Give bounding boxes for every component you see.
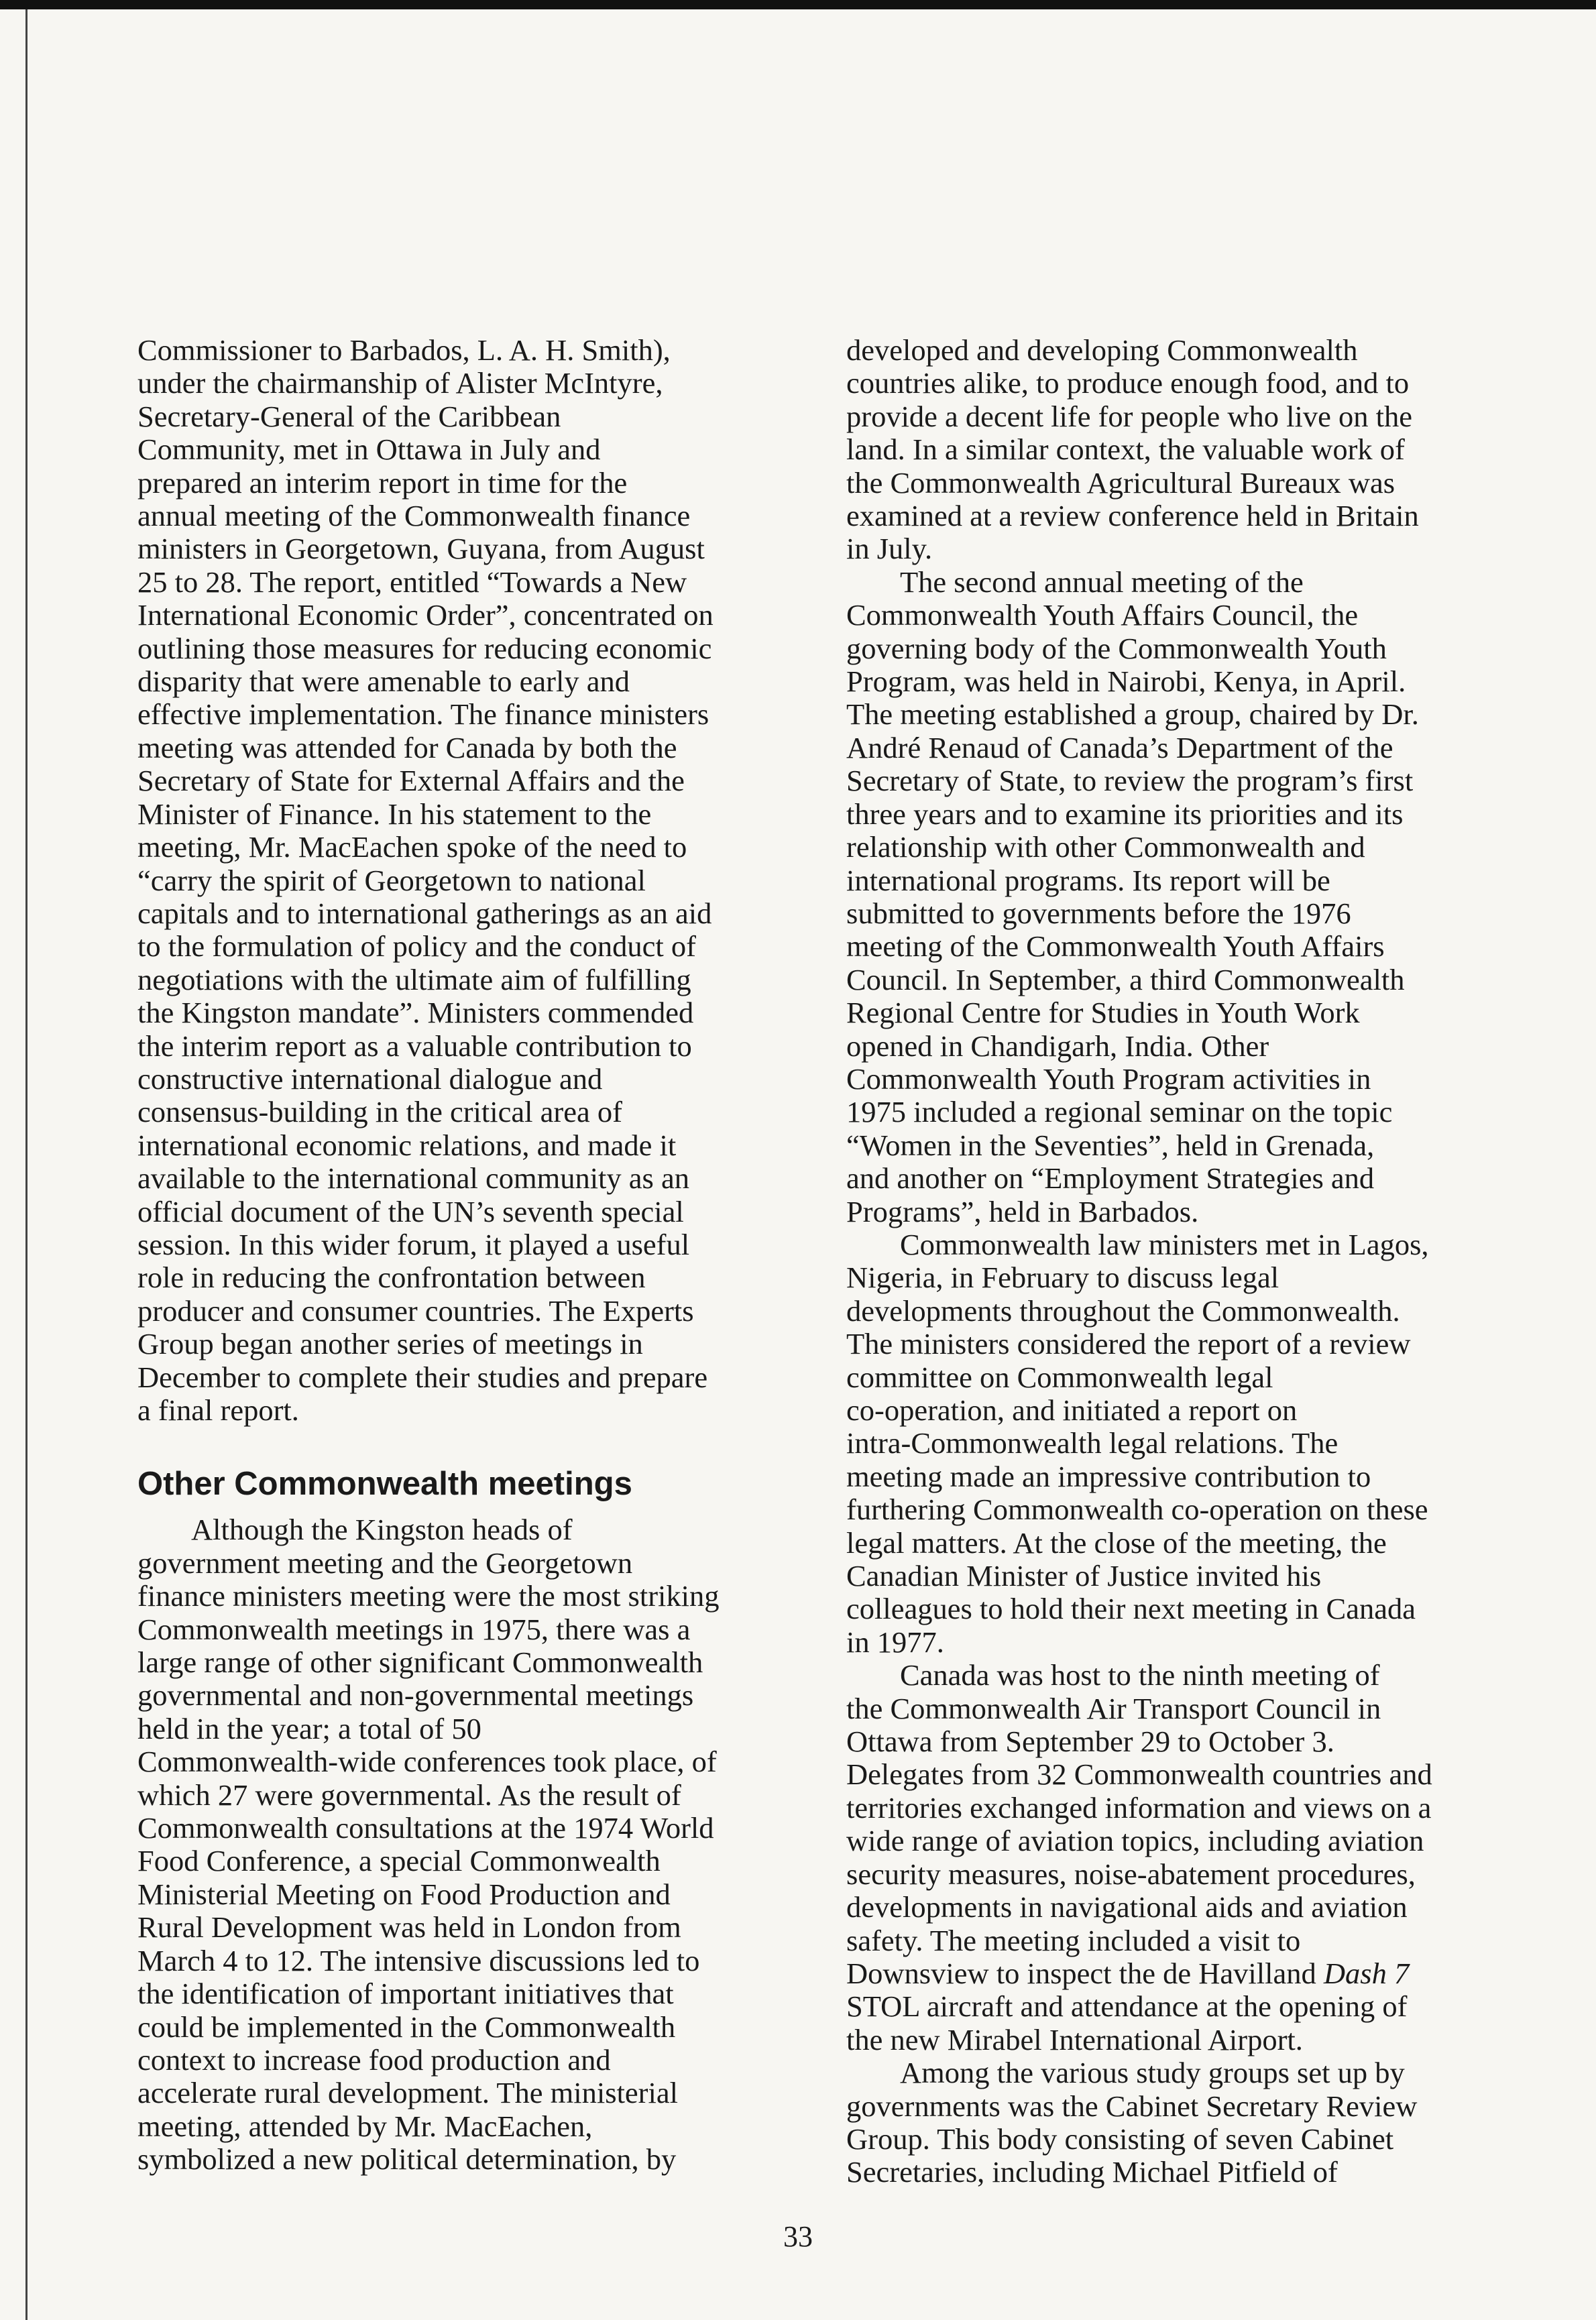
text-line: Rural Development was held in London from bbox=[137, 1910, 681, 1945]
text-line: Nigeria, in February to discuss legal bbox=[846, 1261, 1279, 1295]
text-line: and another on “Employment Strategies and bbox=[846, 1161, 1375, 1196]
text-line: opened in Chandigarh, India. Other bbox=[846, 1029, 1269, 1063]
text-line: “Women in the Seventies”, held in Grenada, bbox=[846, 1128, 1375, 1162]
text-line: under the chairmanship of Alister McIntyre, bbox=[137, 366, 663, 400]
text-line: developments throughout the Commonwealth. bbox=[846, 1293, 1400, 1328]
text-line: finance ministers meeting were the most striking bbox=[137, 1579, 720, 1613]
text-line: disparity that were amenable to early and bbox=[137, 664, 630, 699]
text-line: consensus-building in the critical area of bbox=[137, 1095, 622, 1129]
text-line: Among the various study groups set up by bbox=[900, 2056, 1405, 2090]
text-line: 25 to 28. The report, entitled “Towards a New bbox=[137, 565, 687, 599]
text-line: symbolized a new political determination, by bbox=[137, 2142, 677, 2177]
text-line: which 27 were governmental. As the result of bbox=[137, 1778, 681, 1812]
text-line: Secretaries, including Michael Pitfield of bbox=[846, 2155, 1338, 2189]
top-border bbox=[0, 0, 1596, 9]
text-line: security measures, noise-abatement procedures, bbox=[846, 1857, 1416, 1891]
text-line: Commonwealth-wide conferences took place, of bbox=[137, 1745, 717, 1779]
text-line: Secretary of State for External Affairs and the bbox=[137, 764, 685, 798]
text-line: Delegates from 32 Commonwealth countries and bbox=[846, 1757, 1432, 1792]
text-line: meeting, Mr. MacEachen spoke of the need to bbox=[137, 830, 687, 864]
text-line: in July. bbox=[846, 532, 933, 566]
text-line: Regional Centre for Studies in Youth Work bbox=[846, 996, 1360, 1030]
text-line: the Kingston mandate”. Ministers commended bbox=[137, 996, 694, 1030]
text-line: constructive international dialogue and bbox=[137, 1061, 603, 1096]
text-line: Commonwealth consultations at the 1974 World bbox=[137, 1811, 714, 1845]
text-line: furthering Commonwealth co-operation on these bbox=[846, 1493, 1428, 1527]
right-column bbox=[846, 334, 1517, 2189]
text-line: Commonwealth law ministers met in Lagos, bbox=[900, 1227, 1429, 1261]
text-line: Canada was host to the ninth meeting of bbox=[900, 1658, 1380, 1692]
text-line: Group. This body consisting of seven Cabinet bbox=[846, 2122, 1394, 2156]
text-line: Secretary of State, to review the program’s first bbox=[846, 764, 1414, 798]
text-line: STOL aircraft and attendance at the opening of bbox=[846, 1989, 1408, 2024]
paragraph bbox=[846, 1228, 1517, 1659]
text-line: prepared an interim report in time for the bbox=[137, 465, 628, 500]
text-line: Ministerial Meeting on Food Production and bbox=[137, 1877, 671, 1911]
text-line: examined at a review conference held in Britain bbox=[846, 499, 1419, 533]
text-line: territories exchanged information and views on a bbox=[846, 1790, 1432, 1824]
text-line: producer and consumer countries. The Experts bbox=[137, 1293, 694, 1328]
text-line: The meeting established a group, chaired by Dr. bbox=[846, 697, 1419, 732]
text-line: relationship with other Commonwealth and bbox=[846, 830, 1365, 864]
text-line: Minister of Finance. In his statement to the bbox=[137, 797, 652, 831]
text-line: governing body of the Commonwealth Youth bbox=[846, 631, 1387, 665]
text-line: the Commonwealth Agricultural Bureaux was bbox=[846, 465, 1395, 500]
text-line: outlining those measures for reducing economic bbox=[137, 631, 712, 665]
text-line: a final report. bbox=[137, 1393, 299, 1427]
text-line: session. In this wider forum, it played a useful bbox=[137, 1227, 690, 1261]
text-line: provide a decent life for people who live on the bbox=[846, 399, 1412, 433]
text-line: developments in navigational aids and aviation bbox=[846, 1890, 1408, 1924]
page-number: 33 bbox=[783, 2220, 813, 2253]
paragraph bbox=[846, 1659, 1517, 2056]
text-line: capitals and to international gatherings as an aid bbox=[137, 896, 712, 930]
text-line: legal matters. At the close of the meeting, the bbox=[846, 1525, 1387, 1560]
text-line: colleagues to hold their next meeting in Canada bbox=[846, 1592, 1416, 1626]
text-line: large range of other significant Commonwealth bbox=[137, 1645, 703, 1680]
paragraph bbox=[846, 566, 1517, 1228]
text-line: meeting was attended for Canada by both the bbox=[137, 730, 677, 764]
text-line: official document of the UN’s seventh special bbox=[137, 1194, 684, 1228]
text-line: Canadian Minister of Justice invited his bbox=[846, 1559, 1322, 1593]
text-line: three years and to examine its priorities and its bbox=[846, 797, 1404, 831]
text-line: Group began another series of meetings in bbox=[137, 1327, 643, 1361]
paragraph bbox=[137, 334, 801, 1427]
text-line: countries alike, to produce enough food, and to bbox=[846, 366, 1410, 400]
text-line: Program, was held in Nairobi, Kenya, in April. bbox=[846, 664, 1406, 699]
text-line: Ottawa from September 29 to October 3. bbox=[846, 1725, 1334, 1759]
text-line: The ministers considered the report of a review bbox=[846, 1327, 1411, 1361]
text-line: the Commonwealth Air Transport Council in bbox=[846, 1691, 1381, 1725]
text-line: March 4 to 12. The intensive discussions led to bbox=[137, 1943, 700, 1977]
text-line: The second annual meeting of the bbox=[900, 565, 1304, 599]
text-line: negotiations with the ultimate aim of fulfilling bbox=[137, 962, 691, 996]
left-column bbox=[137, 334, 801, 2177]
paragraph bbox=[846, 2056, 1517, 2189]
text-line: governmental and non-governmental meetings bbox=[137, 1678, 694, 1713]
text-line: ministers in Georgetown, Guyana, from August bbox=[137, 532, 705, 566]
text-line: meeting of the Commonwealth Youth Affairs bbox=[846, 929, 1385, 964]
text-line: “carry the spirit of Georgetown to national bbox=[137, 863, 646, 897]
text-line: available to the international community as an bbox=[137, 1161, 689, 1196]
paragraph bbox=[137, 1513, 801, 2176]
text-line: international programs. Its report will be bbox=[846, 863, 1330, 897]
text-line: 1975 included a regional seminar on the topic bbox=[846, 1095, 1393, 1129]
left-border bbox=[25, 9, 27, 2320]
text-line: André Renaud of Canada’s Department of the bbox=[846, 730, 1393, 764]
text-line: co-operation, and initiated a report on bbox=[846, 1393, 1298, 1427]
text-line: to the formulation of policy and the conduct of bbox=[137, 929, 696, 964]
text-line: meeting, attended by Mr. MacEachen, bbox=[137, 2109, 593, 2143]
text-line: Commissioner to Barbados, L. A. H. Smith), bbox=[137, 333, 671, 367]
text-line: context to increase food production and bbox=[137, 2042, 611, 2077]
text-line: the new Mirabel International Airport. bbox=[846, 2022, 1303, 2056]
text-line: government meeting and the Georgetown bbox=[137, 1546, 633, 1580]
text-line: Commonwealth Youth Program activities in bbox=[846, 1061, 1371, 1096]
text-line: effective implementation. The finance ministers bbox=[137, 697, 709, 732]
text-line: International Economic Order”, concentrated on bbox=[137, 598, 714, 632]
text-line: could be implemented in the Commonwealth bbox=[137, 2010, 676, 2044]
text-line: international economic relations, and made it bbox=[137, 1128, 677, 1162]
text-line: meeting made an impressive contribution to bbox=[846, 1459, 1371, 1493]
text-line: Council. In September, a third Commonwealth bbox=[846, 962, 1405, 996]
text-line: held in the year; a total of 50 bbox=[137, 1711, 481, 1745]
text-line: committee on Commonwealth legal bbox=[846, 1360, 1273, 1394]
text-line: Commonwealth meetings in 1975, there was a bbox=[137, 1612, 691, 1646]
text-line: Community, met in Ottawa in July and bbox=[137, 432, 601, 467]
section-heading: Other Commonwealth meetings bbox=[137, 1466, 632, 1503]
text-line: submitted to governments before the 1976 bbox=[846, 896, 1351, 930]
text-line: land. In a similar context, the valuable work of bbox=[846, 432, 1405, 467]
text-line: Although the Kingston heads of bbox=[191, 1513, 573, 1547]
text-line: Food Conference, a special Commonwealth bbox=[137, 1844, 661, 1878]
text-line: the interim report as a valuable contribution to bbox=[137, 1029, 692, 1063]
text-line: Downsview to inspect the de Havilland Dash 7 bbox=[846, 1956, 1410, 1990]
text-line: developed and developing Commonwealth bbox=[846, 333, 1358, 367]
text-line: accelerate rural development. The ministerial bbox=[137, 2076, 678, 2110]
text-line: safety. The meeting included a visit to bbox=[846, 1923, 1301, 1957]
text-line: annual meeting of the Commonwealth finance bbox=[137, 499, 691, 533]
text-line: intra-Commonwealth legal relations. The bbox=[846, 1426, 1338, 1460]
text-line: the identification of important initiatives that bbox=[137, 1977, 674, 2011]
text-line: December to complete their studies and prepare bbox=[137, 1360, 708, 1394]
text-line: wide range of aviation topics, including aviation bbox=[846, 1824, 1424, 1858]
text-line: in 1977. bbox=[846, 1625, 944, 1659]
text-line: Programs”, held in Barbados. bbox=[846, 1194, 1199, 1228]
text-line: Secretary-General of the Caribbean bbox=[137, 399, 561, 433]
text-line: governments was the Cabinet Secretary Review bbox=[846, 2089, 1418, 2123]
text-line: Commonwealth Youth Affairs Council, the bbox=[846, 598, 1359, 632]
text-line: role in reducing the confrontation between bbox=[137, 1261, 646, 1295]
paragraph bbox=[846, 334, 1517, 566]
